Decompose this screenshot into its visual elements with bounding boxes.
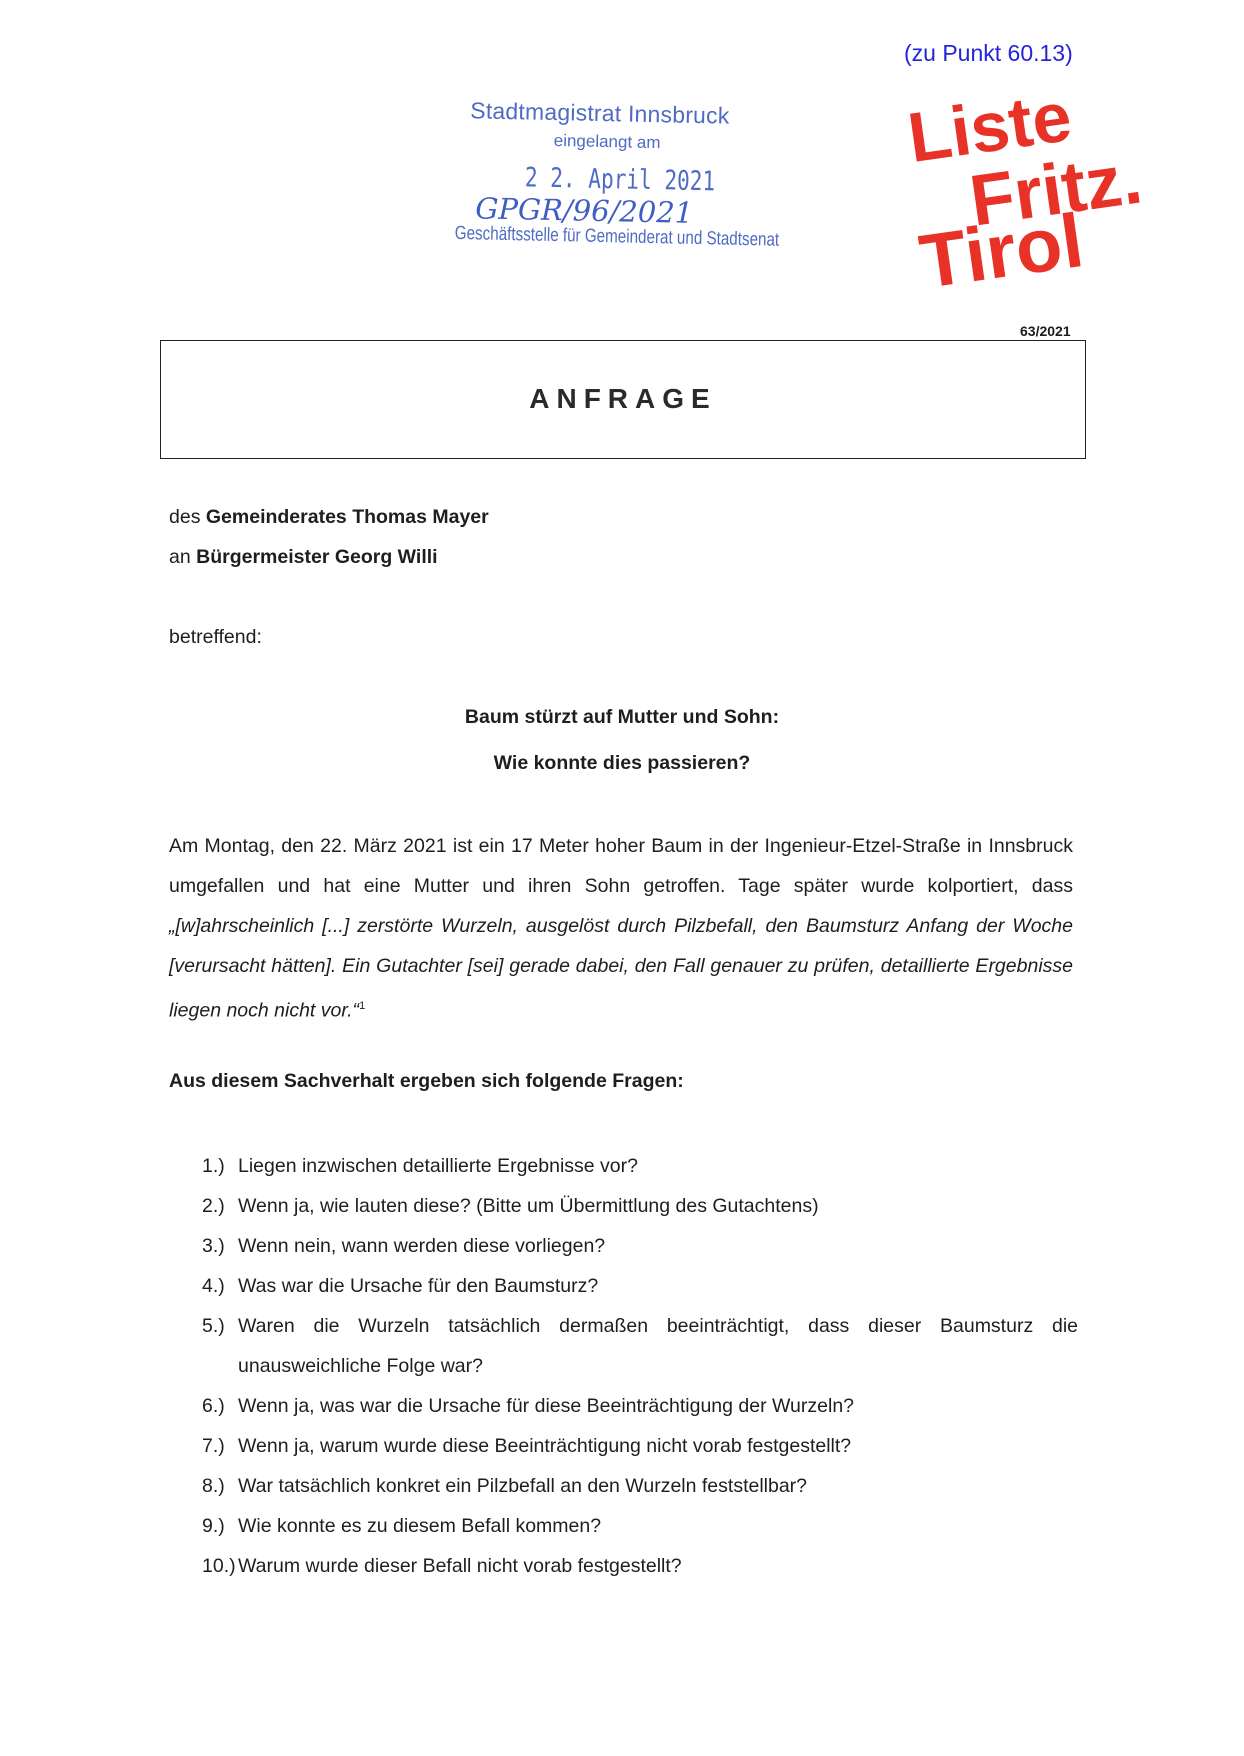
question-number: 9.) [202,1515,225,1537]
recipient-name: Bürgermeister Georg Willi [196,546,438,568]
question-text: Wenn ja, wie lauten diese? (Bitte um Übermittlung des Gutachtens) [238,1195,819,1217]
agenda-note: (zu Punkt 60.13) [904,40,1073,66]
questions-intro: Aus diesem Sachverhalt ergeben sich folgende Fragen: [169,1070,684,1092]
received-stamp [450,93,780,259]
footnote-ref: 1 [359,1000,366,1012]
question-number: 4.) [202,1275,225,1297]
question-number: 8.) [202,1475,225,1497]
question-text: War tatsächlich konkret ein Pilzbefall an den Wurzeln feststellbar? [238,1475,808,1497]
logo-line-1: Liste [903,77,1077,177]
question-text: Wenn nein, wann werden diese vorliegen? [238,1235,606,1257]
regarding-label: betreffend: [169,626,262,648]
stamp-reference: GPGR/96/2021 [474,191,694,230]
question-number: 10.) [202,1555,236,1577]
question-text: Liegen inzwischen detaillierte Ergebnisse vor? [238,1155,638,1177]
body-paragraph [169,826,1073,1031]
document-number: 63/2021 [1020,323,1071,339]
questions-list [202,1146,1078,1586]
question-text: Wenn ja, warum wurde diese Beeinträchtigung nicht vorab festgestellt? [238,1435,852,1457]
party-logo [900,77,1160,312]
question-number: 1.) [202,1155,225,1177]
question-number: 7.) [202,1435,225,1457]
question-number: 5.) [202,1315,225,1337]
question-text: Wenn ja, was war die Ursache für diese Beeinträchtigung der Wurzeln? [238,1395,855,1417]
recipient-prefix: an [169,546,191,568]
question-item [202,1386,1078,1426]
subject-line-1: Baum stürzt auf Mutter und Sohn: [464,706,780,728]
question-text: Wie konnte es zu diesem Befall kommen? [238,1515,602,1537]
logo-line-2: Fritz. [965,138,1147,242]
question-number: 2.) [202,1195,225,1217]
logo-line-3: Tirol [914,198,1089,305]
recipient-line [169,546,438,569]
question-item [202,1466,1078,1506]
sender-prefix: des [169,506,201,528]
stamp-title: Stadtmagistrat Innsbruck [470,97,730,129]
question-item [202,1426,1078,1466]
stamp-subtitle: eingelangt am [553,130,661,153]
question-number: 3.) [202,1235,225,1257]
question-item [202,1226,1078,1266]
body-quote: „[w]ahrscheinlich [...] zerstörte Wurzeln, ausgelöst durch Pilzbefall, den Baumsturz Anfang der Woche [verursacht hätten]. Ein Gutachter [sei] gerade dabei, den Fall genauer zu prüfen, detaillierte Ergebnisse liegen noch nicht vor.“ [169,915,1073,1022]
question-item [202,1306,1078,1386]
body-intro: Am Montag, den 22. März 2021 ist ein 17 Meter hoher Baum in der Ingenieur-Etzel-Straße in Innsbruck umgefallen und hat eine Mutter und ihren Sohn getroffen. Tage später wurde kolportiert, dass [169,835,1073,897]
question-item [202,1146,1078,1186]
question-item [202,1506,1078,1546]
question-text: Waren die Wurzeln tatsächlich dermaßen beeinträchtigt, dass dieser Baumsturz die unausweichliche Folge war? [238,1315,1078,1377]
question-text: Was war die Ursache für den Baumsturz? [238,1275,599,1297]
question-item [202,1266,1078,1306]
question-item [202,1186,1078,1226]
subject-line-2: Wie konnte dies passieren? [493,752,751,774]
document-title: ANFRAGE [529,383,717,414]
title-box [160,340,1086,459]
sender-line [169,506,489,529]
question-text: Warum wurde dieser Befall nicht vorab festgestellt? [238,1555,682,1577]
question-number: 6.) [202,1395,225,1417]
question-item [202,1546,1078,1586]
stamp-office: Geschäftsstelle für Gemeinderat und Stadtsenat [454,222,780,251]
sender-name: Gemeinderates Thomas Mayer [205,506,489,528]
stamp-date: 2 2. April 2021 [524,162,716,198]
